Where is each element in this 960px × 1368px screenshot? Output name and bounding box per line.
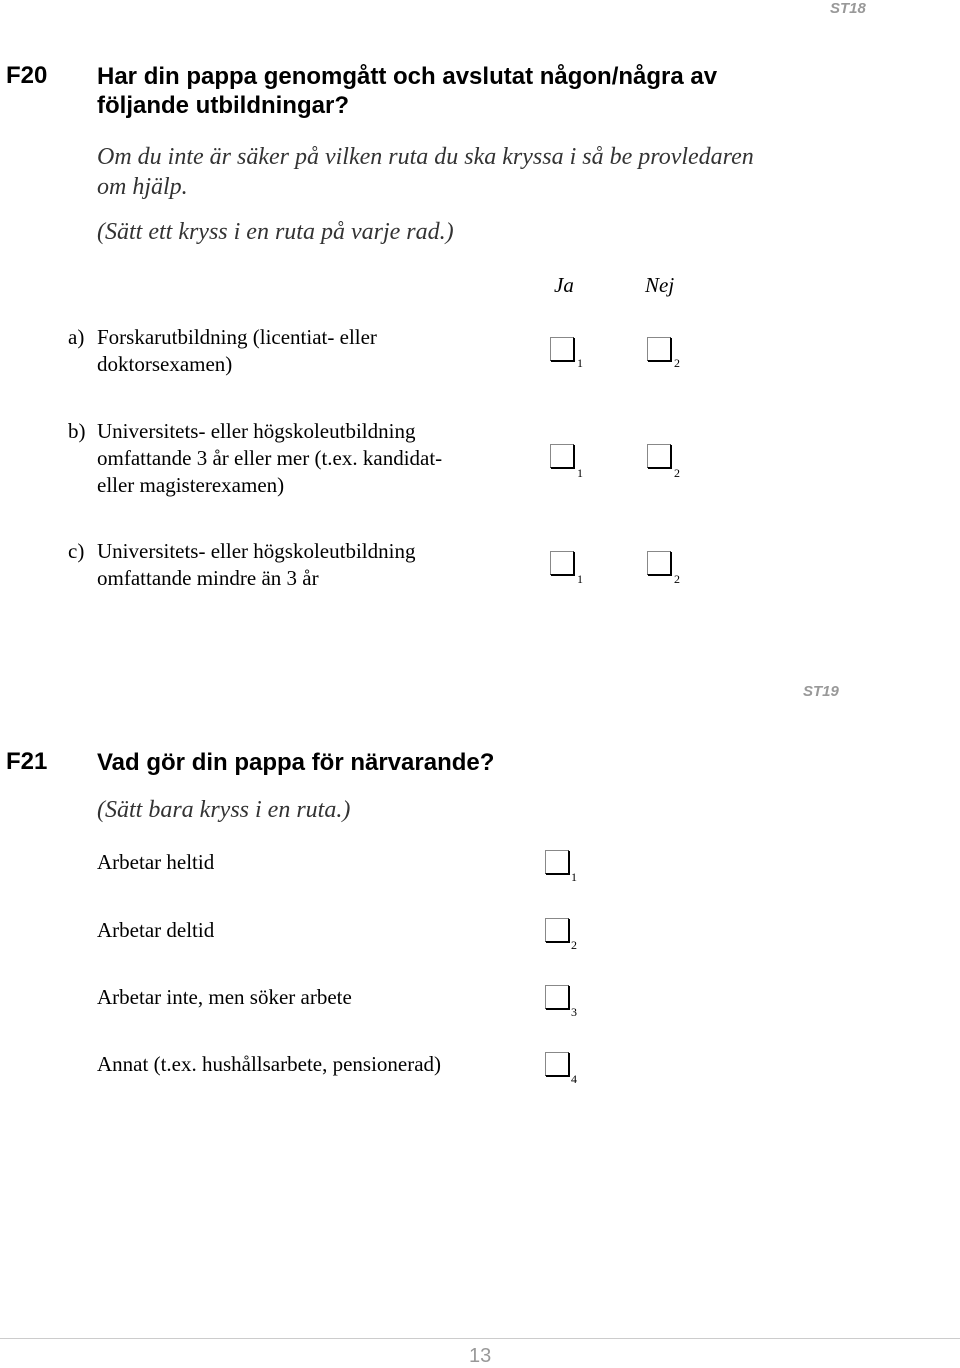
item-c-no-code: 2 <box>674 572 680 586</box>
footer-divider <box>0 1338 960 1339</box>
column-header-yes: Ja <box>554 273 574 297</box>
option-annat-checkbox[interactable] <box>545 1052 569 1076</box>
item-c-yes-checkbox[interactable] <box>550 551 574 575</box>
option-arbetar-deltid-code: 2 <box>571 938 577 952</box>
option-arbetar-deltid-checkbox[interactable] <box>545 918 569 942</box>
page-number: 13 <box>469 1345 492 1367</box>
question-f20-line1: Har din pappa genomgått och avslutat någon/några av <box>97 63 718 90</box>
column-header-no: Nej <box>645 273 675 297</box>
item-c-no-checkbox[interactable] <box>647 551 671 575</box>
option-arbetar-deltid-label: Arbetar deltid <box>97 918 215 942</box>
item-b-line3: eller magisterexamen) <box>97 473 285 497</box>
help-text-line2: om hjälp. <box>97 174 188 200</box>
item-a-yes-code: 1 <box>577 356 583 370</box>
item-b-no-checkbox[interactable] <box>647 444 671 468</box>
item-b-yes-checkbox[interactable] <box>550 444 574 468</box>
question-number-f20: F20 <box>6 62 48 89</box>
item-a-no-code: 2 <box>674 356 680 370</box>
item-c-line2: omfattande mindre än 3 år <box>97 566 319 590</box>
section-tag-st18: ST18 <box>830 0 866 17</box>
option-arbetar-heltid-label: Arbetar heltid <box>97 850 215 874</box>
item-c-line1: Universitets- eller högskoleutbildning <box>97 539 416 563</box>
item-a-line2: doktorsexamen) <box>97 352 233 376</box>
option-annat-label: Annat (t.ex. hushållsarbete, pensionerad) <box>97 1052 442 1076</box>
option-soker-arbete-label: Arbetar inte, men söker arbete <box>97 985 352 1009</box>
instruction-f21: (Sätt bara kryss i en ruta.) <box>97 797 351 823</box>
item-b-yes-code: 1 <box>577 466 583 480</box>
section-tag-st19: ST19 <box>803 683 839 700</box>
item-b-no-code: 2 <box>674 466 680 480</box>
option-soker-arbete-checkbox[interactable] <box>545 985 569 1009</box>
item-b-line1: Universitets- eller högskoleutbildning <box>97 419 416 443</box>
question-f21: Vad gör din pappa för närvarande? <box>97 749 495 776</box>
item-a-yes-checkbox[interactable] <box>550 337 574 361</box>
option-soker-arbete-code: 3 <box>571 1005 577 1019</box>
question-f20-line2: följande utbildningar? <box>97 92 349 119</box>
item-c-yes-code: 1 <box>577 572 583 586</box>
instruction-f20: (Sätt ett kryss i en ruta på varje rad.) <box>97 219 454 245</box>
option-annat-code: 4 <box>571 1072 577 1086</box>
item-a-no-checkbox[interactable] <box>647 337 671 361</box>
item-b-line2: omfattande 3 år eller mer (t.ex. kandidat- <box>97 446 443 470</box>
item-a-letter: a) <box>68 325 85 349</box>
help-text-line1: Om du inte är säker på vilken ruta du ska kryssa i så be provledaren <box>97 144 754 170</box>
option-arbetar-heltid-code: 1 <box>571 870 577 884</box>
option-arbetar-heltid-checkbox[interactable] <box>545 850 569 874</box>
item-b-letter: b) <box>68 419 86 443</box>
question-number-f21: F21 <box>6 748 48 775</box>
item-c-letter: c) <box>68 539 85 563</box>
item-a-line1: Forskarutbildning (licentiat- eller <box>97 325 377 349</box>
